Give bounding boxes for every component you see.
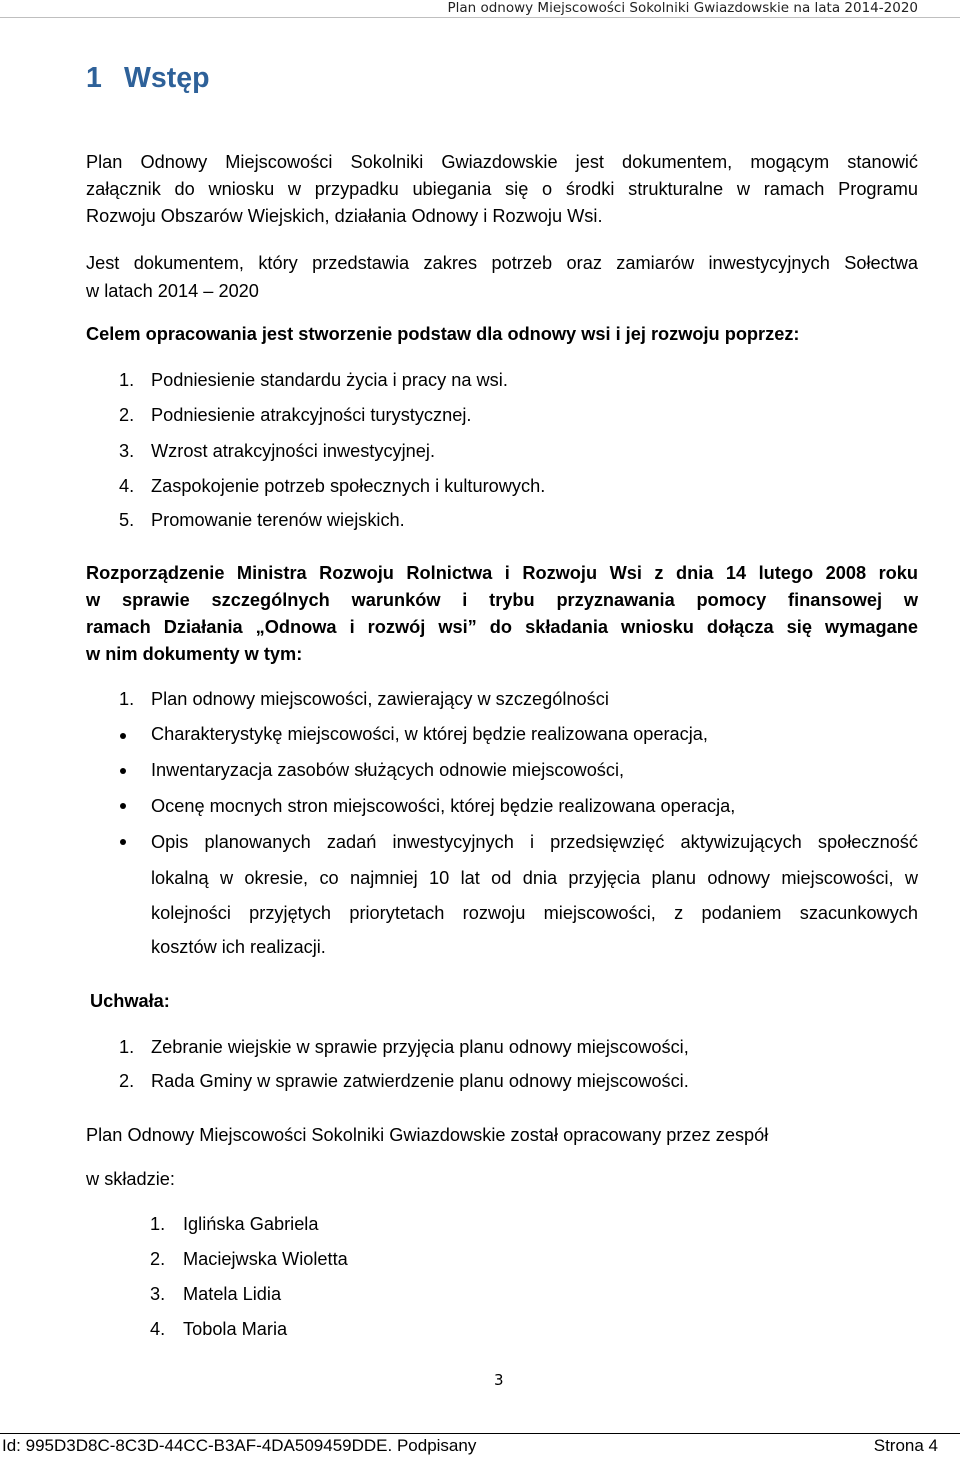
member-number: 3. <box>150 1284 166 1304</box>
member-name: Matela Lidia <box>183 1284 282 1304</box>
section-title: Wstęp <box>124 62 210 94</box>
goal-item <box>119 405 134 426</box>
section-number: 1 <box>86 62 102 94</box>
para2-line-2: w latach 2014 – 2020 <box>86 281 259 301</box>
regulation-line-2: w sprawie szczególnych warunków i trybu przyznawania pomocy finansowej w <box>86 590 918 610</box>
resolution-item: Zebranie wiejskie w sprawie przyjęcia planu odnowy miejscowości, <box>151 1037 689 1057</box>
goal-item <box>119 476 134 497</box>
member-number: 1. <box>150 1214 166 1234</box>
resolution-item: Rada Gminy w sprawie zatwierdzenie planu odnowy miejscowości. <box>151 1071 689 1091</box>
intro-line-2: załącznik do wniosku w przypadku ubiegania się o środki strukturalne w ramach Programu <box>86 179 918 199</box>
required-bullet-line-4: kosztów ich realizacji. <box>151 937 326 957</box>
goal-text: Zaspokojenie potrzeb społecznych i kulturowych. <box>151 476 546 496</box>
team-line-2: w składzie: <box>86 1169 175 1189</box>
goal-number: 3. <box>119 441 135 461</box>
goal-text: Podniesienie atrakcyjności turystycznej. <box>151 405 472 425</box>
goal-number: 1. <box>119 370 135 390</box>
goal-number: 4. <box>119 476 135 496</box>
bullet-dot <box>120 839 126 845</box>
resolution-number: 1. <box>119 1037 135 1057</box>
bullet-dot <box>120 803 126 809</box>
member-name: Maciejwska Wioletta <box>183 1249 348 1269</box>
goal-item <box>119 510 134 531</box>
goal-number: 5. <box>119 510 135 530</box>
bullet-dot <box>120 733 126 739</box>
regulation-line-4: w nim dokumenty w tym: <box>86 644 303 664</box>
footer-id: Id: 995D3D8C-8C3D-44CC-B3AF-4DA509459DDE. Podpisany <box>2 1436 477 1455</box>
intro-line-1: Plan Odnowy Miejscowości Sokolniki Gwiazdowskie jest dokumentem, mogącym stanowić <box>86 152 918 172</box>
required-number: 1. <box>119 689 135 709</box>
required-bullet-line-1: Opis planowanych zadań inwestycyjnych i przedsięwzięć aktywizujących społeczność <box>151 832 918 852</box>
intro-line-3: Rozwoju Obszarów Wiejskich, działania Odnowy i Rozwoju Wsi. <box>86 206 603 226</box>
required-bullet-line-3: kolejności przyjętych priorytetach rozwoju miejscowości, z podaniem szacunkowych <box>151 903 918 923</box>
regulation-line-1: Rozporządzenie Ministra Rozwoju Rolnictwa i Rozwoju Wsi z dnia 14 lutego 2008 roku <box>86 563 918 583</box>
required-bullet-line-2: lokalną w okresie, co najmniej 10 lat od dnia przyjęcia planu odnowy miejscowości, w <box>151 868 918 888</box>
goal-number: 2. <box>119 405 135 425</box>
goals-heading: Celem opracowania jest stworzenie podstaw dla odnowy wsi i jej rozwoju poprzez: <box>86 324 800 344</box>
page-number: 3 <box>494 1371 504 1389</box>
header-rule <box>0 17 960 18</box>
goal-item <box>119 441 134 462</box>
para2-line-1: Jest dokumentem, który przedstawia zakres potrzeb oraz zamiarów inwestycyjnych Sołectwa <box>86 253 918 273</box>
goal-text: Promowanie terenów wiejskich. <box>151 510 405 530</box>
goal-text: Wzrost atrakcyjności inwestycyjnej. <box>151 441 436 461</box>
goal-text: Podniesienie standardu życia i pracy na wsi. <box>151 370 508 390</box>
member-number: 4. <box>150 1319 166 1339</box>
member-name: Tobola Maria <box>183 1319 288 1339</box>
footer-rule <box>0 1433 960 1434</box>
member-number: 2. <box>150 1249 166 1269</box>
resolution-heading: Uchwała: <box>90 991 170 1011</box>
required-bullet: Charakterystykę miejscowości, w której będzie realizowana operacja, <box>151 724 708 744</box>
required-bullet: Ocenę mocnych stron miejscowości, której będzie realizowana operacja, <box>151 796 736 816</box>
team-line-1: Plan Odnowy Miejscowości Sokolniki Gwiazdowskie został opracowany przez zespół <box>86 1125 769 1145</box>
goal-item <box>119 370 134 391</box>
running-header: Plan odnowy Miejscowości Sokolniki Gwiazdowskie na lata 2014-2020 <box>447 0 918 16</box>
required-text: Plan odnowy miejscowości, zawierający w szczególności <box>151 689 609 709</box>
footer-page-label: Strona 4 <box>873 1436 938 1455</box>
member-name: Iglińska Gabriela <box>183 1214 319 1234</box>
regulation-line-3: ramach Działania „Odnowa i rozwój wsi” do składania wniosku dołącza się wymagane <box>86 617 918 637</box>
section-heading <box>86 62 210 95</box>
resolution-number: 2. <box>119 1071 135 1091</box>
bullet-dot <box>120 768 126 774</box>
required-bullet: Inwentaryzacja zasobów służących odnowie miejscowości, <box>151 760 625 780</box>
